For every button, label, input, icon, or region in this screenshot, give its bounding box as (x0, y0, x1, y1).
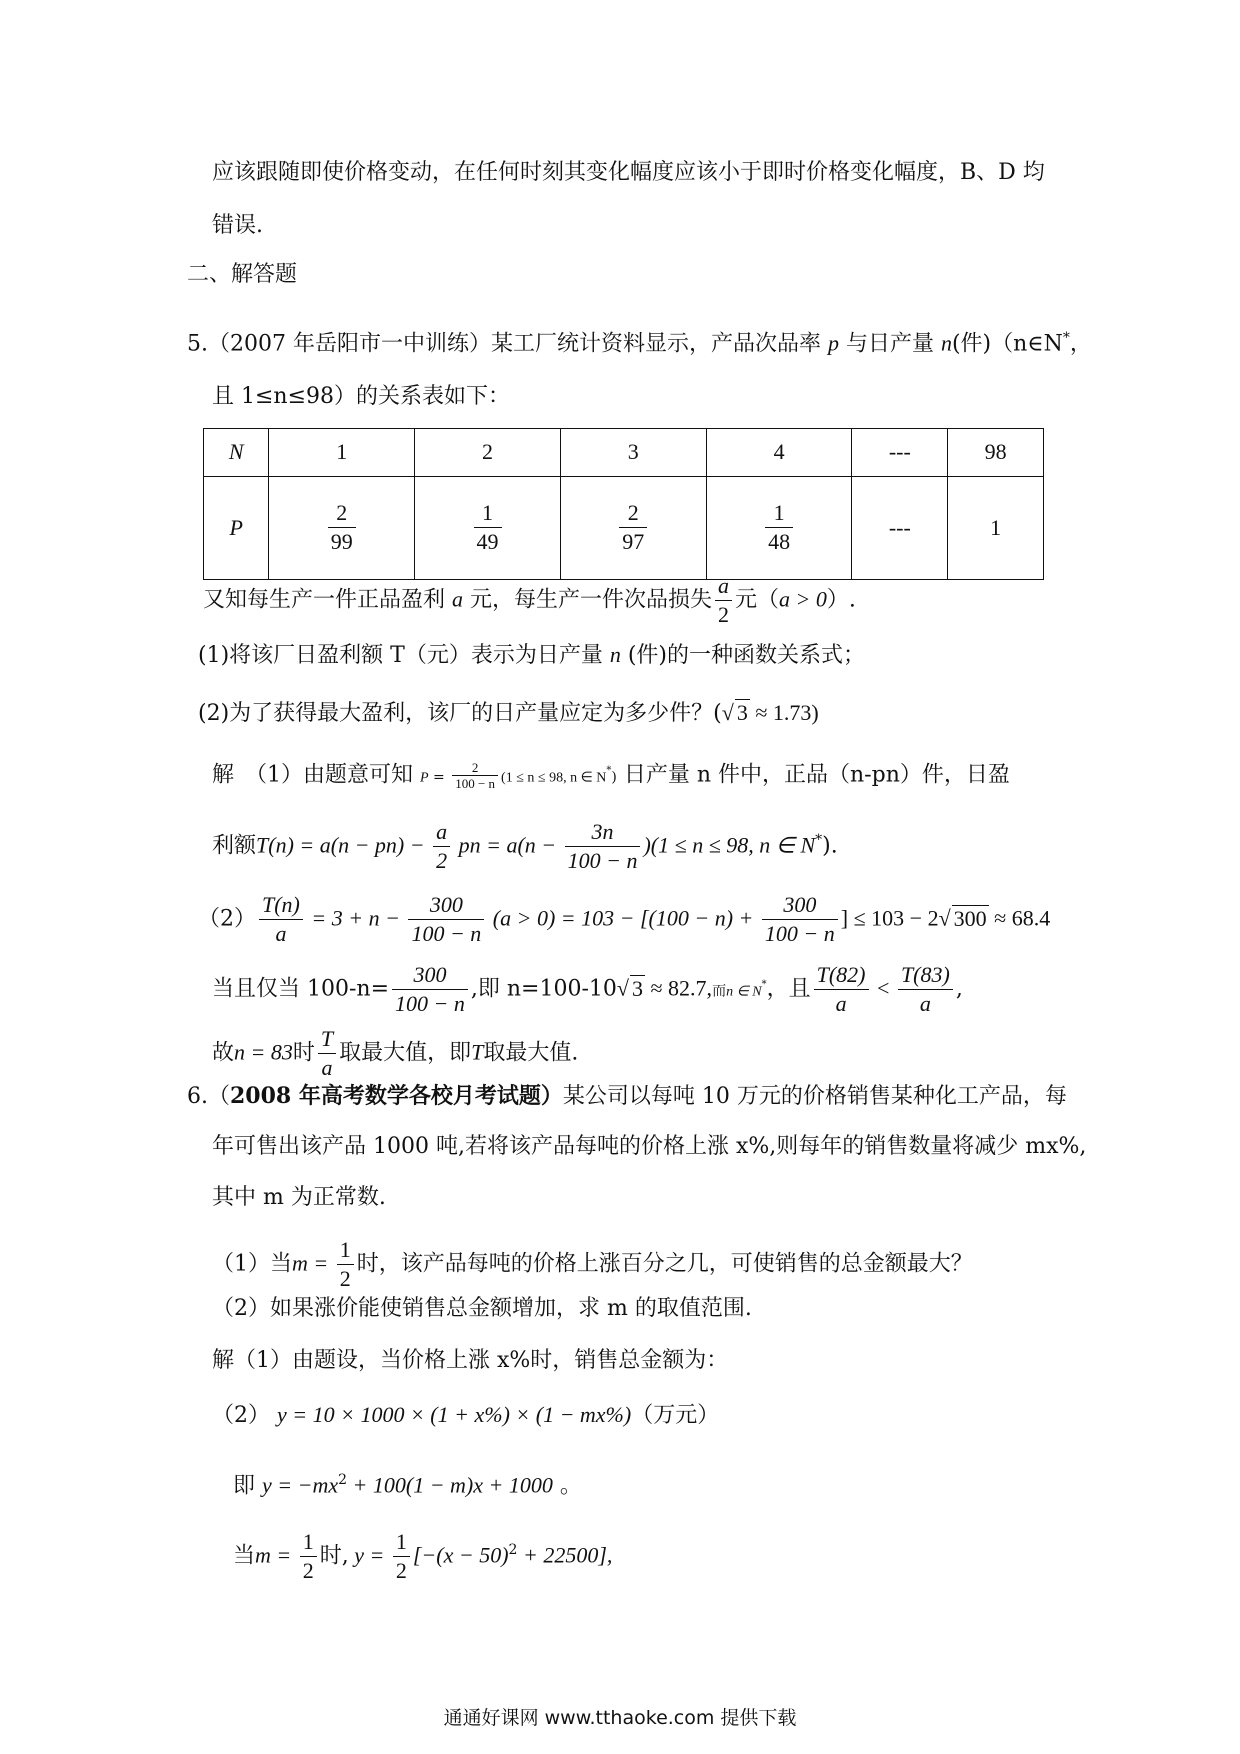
table-cell: --- (852, 429, 948, 477)
question-6-line-3: 其中 m 为正常数. (212, 1185, 386, 1210)
table-cell: 1 (269, 429, 415, 477)
table-cell: --- (852, 476, 948, 579)
table-cell: 2 (415, 429, 561, 477)
question-5-line-1: 5.（2007 年岳阳市一中训练）某工厂统计资料显示，产品次品率 p 与日产量 n(件)（n∈N*， (187, 330, 1092, 357)
table-cell: $\frac{2}{99}$ (269, 476, 415, 579)
table-cell: $\frac{2}{97}$ (560, 476, 706, 579)
question-6-sub-2: （2）如果涨价能使销售总金额增加，求 m 的取值范围. (212, 1296, 752, 1321)
footer-text: 通通好课网 www.tthaoke.com 提供下载 (443, 1707, 797, 1729)
table-cell: 3 (560, 429, 706, 477)
solution-equality-line: 当且仅当 100-n= $\frac{300}{100 - n}$ ,即 n=100-10√ 3 ≈ 82.7,而n ∈ N*，且 $\frac{T(82)}{a}$ < $\frac{T(83)}{a}$ , (212, 962, 963, 1016)
section-title: 二、解答题 (187, 262, 298, 287)
subquestion-1: (1)将该厂日盈利额 T（元）表示为日产量 n (件)的一种函数关系式； (198, 642, 865, 668)
table-cell: $\frac{1}{48}$ (706, 476, 852, 579)
subquestion-2: (2)为了获得最大盈利，该厂的日产量应定为多少件？(√ 3 ≈ 1.73) (198, 700, 819, 726)
question-5-line-2: 且 1≤n≤98）的关系表如下： (212, 384, 511, 409)
condition-line: 又知每生产一件正品盈利 a 元，每生产一件次品损失 $\frac{a}{2}$ 元（a > 0）. (203, 573, 856, 627)
solution-part-2: （2） $\frac{T(n)}{a}$ = 3 + n − $\frac{300}{100 - n}$ (a > 0) = 103 − [(100 − n) + $\frac{300}{100 - n}$ ] ≤ 103 − 2√ 300 ≈ 68.4 (198, 892, 1051, 946)
row-header: N (204, 429, 269, 477)
question-6-line-2: 年可售出该产品 1000 吨,若将该产品每吨的价格上涨 x%,则每年的销售数量将减少 mx%, (212, 1134, 1087, 1159)
solution-line-1: 解 （1）由题意可知 P = $\frac{2}{100 - n}$ (1 ≤ n ≤ 98, n ∈ N*) 日产量 n 件中，正品（n-pn）件，日盈 (212, 759, 1010, 791)
text-line: 错误. (212, 213, 263, 238)
table-cell: 4 (706, 429, 852, 477)
question-6-sub-1: （1）当m = $\frac{1}{2}$ 时，该产品每吨的价格上涨百分之几，可使销售的总金额最大？ (212, 1237, 973, 1291)
formula-line: 即 $y = -mx^2 + 100(1 - m)x + 1000$ 。 (233, 1472, 582, 1499)
table-cell: 1 (948, 476, 1044, 579)
solution-conclusion: 故n = 83时 $\frac{T}{a}$ 取最大值，即T取最大值. (212, 1026, 579, 1080)
formula-line: （2） y = 10 × 1000 × (1 + x%) × (1 − mx%)（万元） (212, 1402, 720, 1428)
solution-line-2: 利额T(n) = a(n − pn) − $\frac{a}{2}$ pn = a(n − $\frac{3n}{100 - n}$ )(1 ≤ n ≤ 98, n ∈ N*). (212, 819, 838, 873)
question-6-solution: 解（1）由题设，当价格上涨 x%时，销售总金额为： (212, 1348, 729, 1373)
row-header: P (204, 476, 269, 579)
table-cell: $\frac{1}{49}$ (415, 476, 561, 579)
table-row (204, 429, 1044, 477)
data-table (203, 428, 1044, 580)
table-row (204, 476, 1044, 579)
text-line: 应该跟随即使价格变动，在任何时刻其变化幅度应该小于即时价格变化幅度，B、D 均 (212, 160, 1045, 185)
formula-line: 当m = $\frac{1}{2}$ 时, y = $\frac{1}{2}$ $[-(x - 50)^2 + 22500]$, (233, 1529, 613, 1583)
question-6-line-1: 6.（2008 年高考数学各校月考试题）某公司以每吨 10 万元的价格销售某种化工产品，每 (187, 1083, 1067, 1109)
table-cell: 98 (948, 429, 1044, 477)
